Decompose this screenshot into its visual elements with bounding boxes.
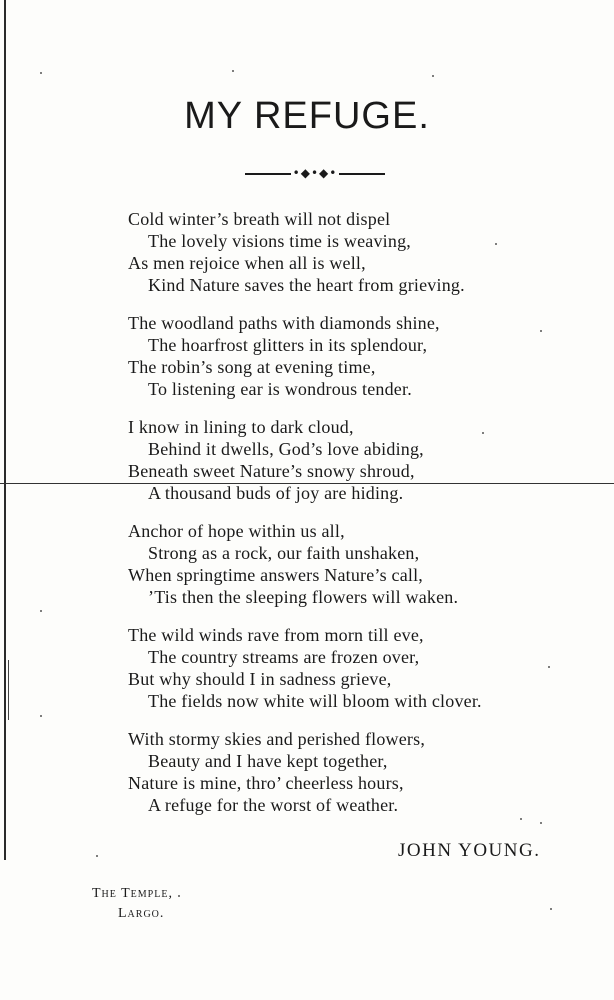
- poem-line: The wild winds rave from morn till eve,: [128, 625, 424, 645]
- stanza-2: [128, 312, 568, 400]
- title-ornament: [245, 168, 385, 180]
- print-speck: [540, 330, 542, 332]
- poem-line: The lovely visions time is weaving,: [148, 231, 411, 251]
- poem-line: The fields now white will bloom with clover.: [148, 691, 482, 711]
- print-speck: [432, 75, 434, 77]
- poem-line: The country streams are frozen over,: [148, 647, 420, 667]
- poem-line: Anchor of hope within us all,: [128, 521, 345, 541]
- stanza-6: [128, 728, 568, 816]
- print-speck: [178, 895, 180, 897]
- author-signature: JOHN YOUNG.: [398, 840, 541, 861]
- poem-body: [128, 208, 568, 832]
- poem-line: Nature is mine, thro’ cheerless hours,: [128, 773, 404, 793]
- address-line-1: The Temple,: [92, 886, 173, 901]
- poem-line: But why should I in sadness grieve,: [128, 669, 392, 689]
- poem-line: Behind it dwells, God’s love abiding,: [148, 439, 424, 459]
- poem-line: Beauty and I have kept together,: [148, 751, 388, 771]
- poem-line: Beneath sweet Nature’s snowy shroud,: [128, 461, 415, 481]
- ornament-rule-left: [245, 173, 291, 175]
- stanza-4: [128, 520, 568, 608]
- poem-line: I know in lining to dark cloud,: [128, 417, 354, 437]
- ornament-rule-right: [339, 173, 385, 175]
- stanza-5: [128, 624, 568, 712]
- stanza-3: [128, 416, 568, 504]
- page-edge-mark: [8, 660, 9, 720]
- print-speck: [232, 70, 234, 72]
- print-speck: [550, 908, 552, 910]
- poem-line: When springtime answers Nature’s call,: [128, 565, 424, 585]
- poem-line: To listening ear is wondrous tender.: [148, 379, 412, 399]
- poem-line: Kind Nature saves the heart from grieving.: [148, 275, 465, 295]
- poem-line: Cold winter’s breath will not dispel: [128, 209, 391, 229]
- stanza-1: [128, 208, 568, 296]
- print-speck: [548, 666, 550, 668]
- poem-line: The robin’s song at evening time,: [128, 357, 376, 377]
- ornament-dots: •◆•◆•: [292, 166, 338, 180]
- poem-line: With stormy skies and perished flowers,: [128, 729, 426, 749]
- print-speck: [40, 610, 42, 612]
- print-speck: [40, 72, 42, 74]
- poem-line: Strong as a rock, our faith unshaken,: [148, 543, 420, 563]
- poem-line: The hoarfrost glitters in its splendour,: [148, 335, 428, 355]
- poem-line: The woodland paths with diamonds shine,: [128, 313, 440, 333]
- print-speck: [520, 818, 522, 820]
- address-block: [92, 884, 173, 924]
- print-speck: [96, 855, 98, 857]
- print-speck: [482, 432, 484, 434]
- address-line-2: Largo.: [118, 906, 165, 921]
- poem-line: As men rejoice when all is well,: [128, 253, 366, 273]
- poem-line: ’Tis then the sleeping flowers will waken.: [148, 587, 459, 607]
- print-speck: [540, 822, 542, 824]
- poem-title: MY REFUGE.: [184, 95, 430, 137]
- print-speck: [495, 243, 497, 245]
- poem-line: A refuge for the worst of weather.: [148, 795, 399, 815]
- print-speck: [40, 715, 42, 717]
- poem-line: A thousand buds of joy are hiding.: [148, 483, 404, 503]
